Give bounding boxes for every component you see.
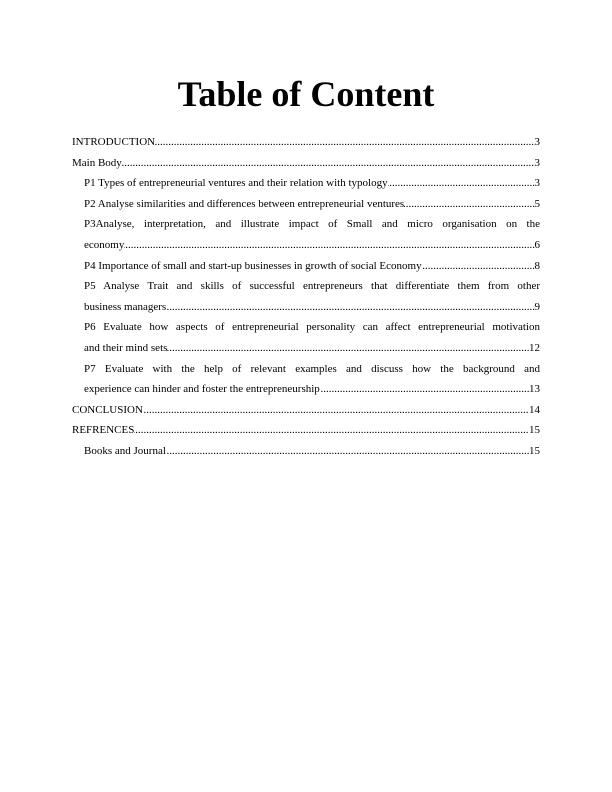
leader-dots [72,420,540,441]
toc-page-number: 12 [529,338,540,359]
toc-page-number: 14 [529,400,540,421]
toc-entry-p4[interactable] [84,256,540,277]
toc-entry-label-line2: and their mind sets [84,341,168,354]
toc-page-number: 15 [529,441,540,462]
toc-entry-p2[interactable] [84,194,540,215]
toc-entry-label-line1: P3Analyse, interpretation, and illustrate impact of Small and micro organisation on the [84,218,540,231]
toc-entry-p5[interactable] [84,276,540,317]
toc-page-number: 3 [535,173,541,194]
toc-page-number: 8 [535,256,541,277]
toc-entry-label: Books and Journal [84,444,166,457]
toc-entry-references[interactable] [72,420,540,441]
toc-entry-label-line2: business managers [84,300,167,313]
toc-page-number: 15 [529,420,540,441]
toc-page-number: 6 [535,235,541,256]
toc-entry-main-body[interactable] [72,153,540,174]
toc-page-number: 13 [529,379,540,400]
toc-entry-conclusion[interactable] [72,400,540,421]
toc-entry-label: REFRENCES [72,424,135,437]
table-of-contents [72,132,540,462]
toc-page-number: 3 [535,153,541,174]
toc-entry-label-line2: experience can hinder and foster the entrepreneurship [84,383,320,396]
toc-page-number: 3 [535,132,541,153]
toc-entry-p6[interactable] [84,317,540,358]
toc-entry-introduction[interactable] [72,132,540,153]
toc-entry-p1[interactable] [84,173,540,194]
toc-entry-label-line1: P6 Evaluate how aspects of entrepreneurial personality can affect entrepreneurial motivation [84,321,540,334]
toc-entry-label: INTRODUCTION [72,136,156,148]
toc-entry-books-and-journal[interactable] [84,441,540,462]
toc-entry-label-line1: P7 Evaluate with the help of relevant examples and discuss how the background and [84,362,540,375]
toc-entry-label-line2: economy [84,238,125,251]
leader-dots [84,235,540,256]
toc-entry-label: CONCLUSION [72,403,143,416]
toc-entry-label: P2 Analyse similarities and differences between entrepreneurial ventures [84,197,405,210]
leader-dots [72,153,540,174]
toc-entry-label: P1 Types of entrepreneurial ventures and their relation with typology [84,177,388,190]
toc-entry-p7[interactable] [84,359,540,400]
toc-entry-p3[interactable] [84,214,540,255]
toc-page-number: 9 [535,297,541,318]
toc-entry-label: P4 Importance of small and start-up businesses in growth of social Economy [84,259,422,272]
document-title: Table of Content [177,74,435,114]
toc-entry-label-line1: P5 Analyse Trait and skills of successful entrepreneurs that differentiate them from other [84,280,540,293]
toc-entry-label: Main Body [72,156,122,169]
toc-page-number: 5 [535,194,541,215]
